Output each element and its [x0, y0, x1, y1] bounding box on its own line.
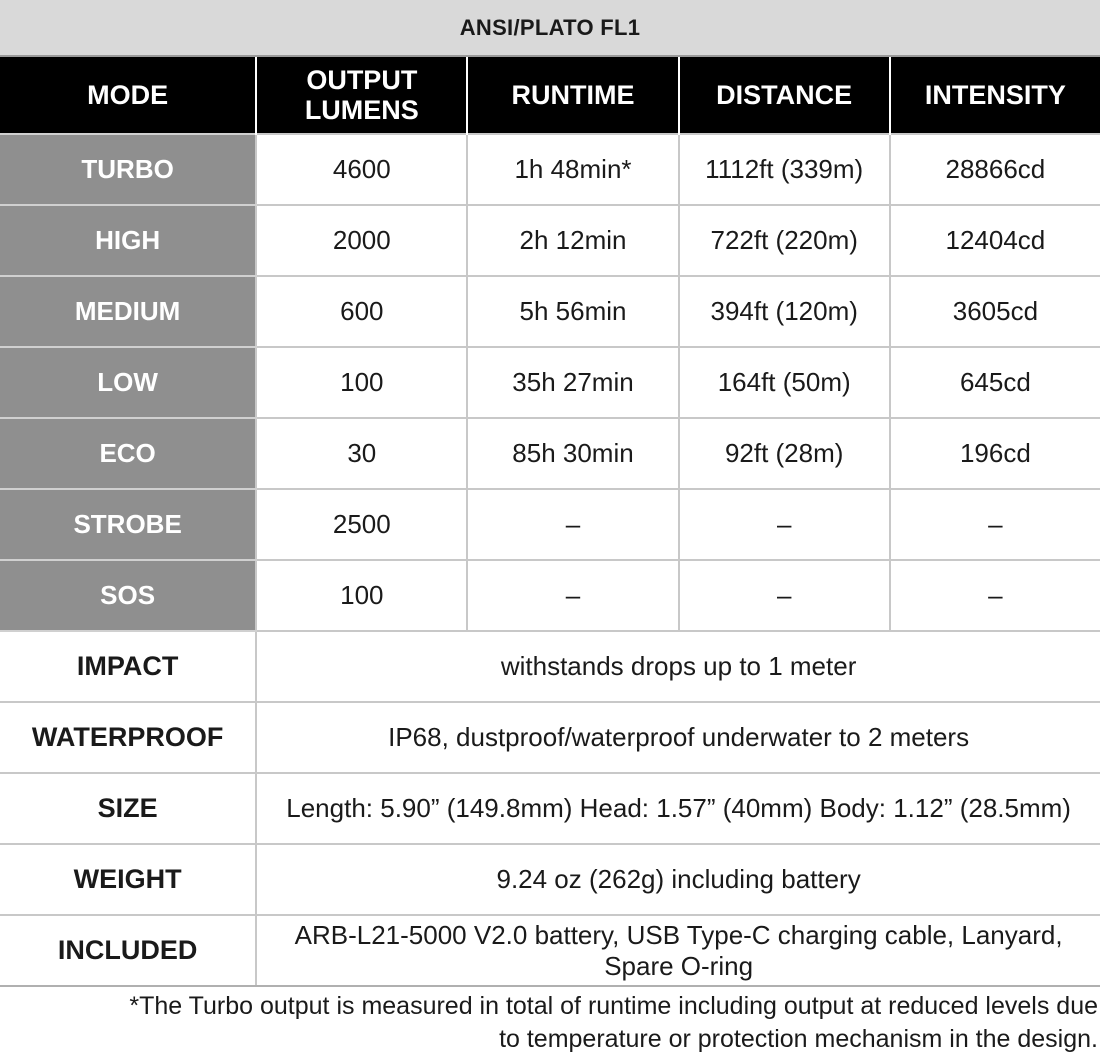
distance-cell: 722ft (220m): [679, 205, 890, 276]
spec-row-impact: [0, 631, 1100, 702]
mode-name: LOW: [0, 347, 256, 418]
spec-value: 9.24 oz (262g) including battery: [256, 844, 1100, 915]
table-title-row: [0, 0, 1100, 56]
spec-row-size: [0, 773, 1100, 844]
header-runtime: RUNTIME: [467, 56, 678, 134]
table-row: [0, 560, 1100, 631]
included-line1: ARB-L21-5000 V2.0 battery, USB Type-C charging cable, Lanyard,: [294, 919, 1063, 950]
spec-label: WEIGHT: [0, 844, 256, 915]
spec-row-weight: [0, 844, 1100, 915]
spec-value: withstands drops up to 1 meter: [256, 631, 1100, 702]
spec-row-included: [0, 915, 1100, 986]
table-row: [0, 276, 1100, 347]
distance-cell: –: [679, 489, 890, 560]
header-output-line2: LUMENS: [304, 95, 419, 125]
lumens-cell: 100: [256, 347, 467, 418]
lumens-cell: 2000: [256, 205, 467, 276]
footnote-line2: to temperature or protection mechanism in the design.: [499, 1025, 1098, 1053]
runtime-cell: 1h 48min*: [467, 134, 678, 205]
spec-value: Length: 5.90” (149.8mm) Head: 1.57” (40mm) Body: 1.12” (28.5mm): [256, 773, 1100, 844]
intensity-cell: 645cd: [890, 347, 1100, 418]
spec-label: SIZE: [0, 773, 256, 844]
lumens-cell: 100: [256, 560, 467, 631]
spec-label: INCLUDED: [0, 915, 256, 986]
mode-name: HIGH: [0, 205, 256, 276]
footnote-line1: *The Turbo output is measured in total of runtime including output at reduced levels due: [129, 992, 1098, 1020]
header-mode: MODE: [0, 56, 256, 134]
mode-name: TURBO: [0, 134, 256, 205]
table-row: [0, 134, 1100, 205]
spec-value: IP68, dustproof/waterproof underwater to 2 meters: [256, 702, 1100, 773]
distance-cell: 164ft (50m): [679, 347, 890, 418]
distance-cell: 394ft (120m): [679, 276, 890, 347]
table-row: [0, 418, 1100, 489]
spec-label: IMPACT: [0, 631, 256, 702]
lumens-cell: 30: [256, 418, 467, 489]
runtime-cell: 35h 27min: [467, 347, 678, 418]
lumens-cell: 4600: [256, 134, 467, 205]
runtime-cell: –: [467, 560, 678, 631]
table-row: [0, 489, 1100, 560]
table-row: [0, 347, 1100, 418]
lumens-cell: 2500: [256, 489, 467, 560]
header-intensity: INTENSITY: [890, 56, 1100, 134]
distance-cell: –: [679, 560, 890, 631]
runtime-cell: 5h 56min: [467, 276, 678, 347]
table-title: ANSI/PLATO FL1: [0, 0, 1100, 56]
mode-name: MEDIUM: [0, 276, 256, 347]
footnote: [0, 990, 1098, 1056]
intensity-cell: 3605cd: [890, 276, 1100, 347]
included-line2: Spare O-ring: [604, 950, 754, 981]
intensity-cell: 196cd: [890, 418, 1100, 489]
header-output-lumens: [256, 56, 467, 134]
runtime-cell: 85h 30min: [467, 418, 678, 489]
distance-cell: 92ft (28m): [679, 418, 890, 489]
intensity-cell: 28866cd: [890, 134, 1100, 205]
runtime-cell: 2h 12min: [467, 205, 678, 276]
spec-value: [256, 915, 1100, 986]
spec-label: WATERPROOF: [0, 702, 256, 773]
intensity-cell: 12404cd: [890, 205, 1100, 276]
table-header-row: [0, 56, 1100, 134]
mode-name: ECO: [0, 418, 256, 489]
mode-name: STROBE: [0, 489, 256, 560]
header-distance: DISTANCE: [679, 56, 890, 134]
spec-row-waterproof: [0, 702, 1100, 773]
table-row: [0, 205, 1100, 276]
mode-name: SOS: [0, 560, 256, 631]
intensity-cell: –: [890, 489, 1100, 560]
runtime-cell: –: [467, 489, 678, 560]
header-output-line1: OUTPUT: [306, 65, 418, 95]
lumens-cell: 600: [256, 276, 467, 347]
intensity-cell: –: [890, 560, 1100, 631]
distance-cell: 1112ft (339m): [679, 134, 890, 205]
